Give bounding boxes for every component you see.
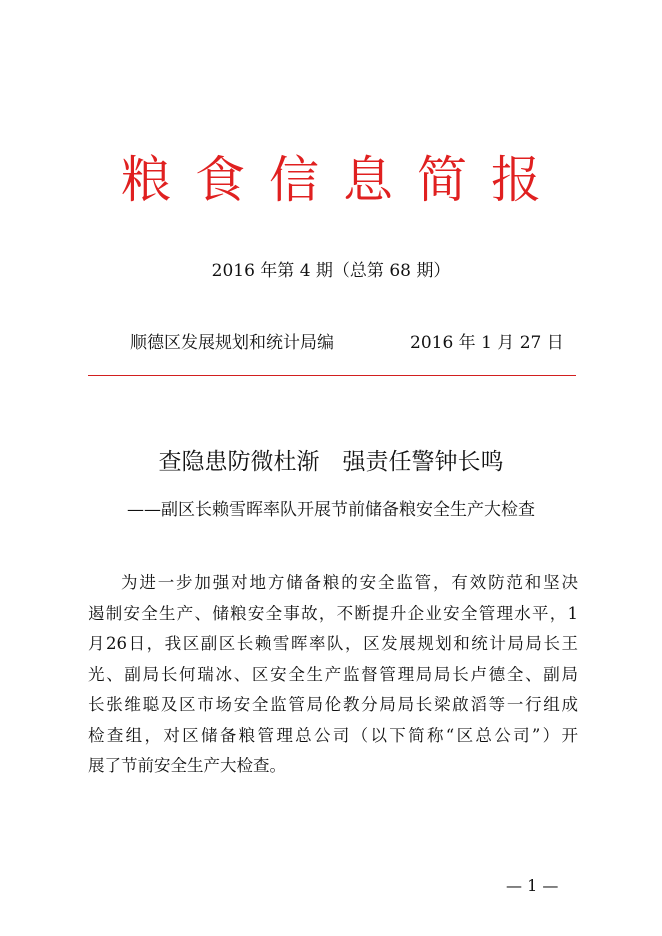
article-body — [88, 568, 578, 782]
masthead-title: 粮食信息简报 — [121, 151, 565, 209]
page-number: — 1 — — [506, 876, 559, 895]
publisher-name: 顺德区发展规划和统计局编 — [130, 333, 334, 353]
red-divider — [88, 375, 576, 376]
article-subheadline: ——副区长赖雪晖率队开展节前储备粮安全生产大检查 — [127, 500, 535, 520]
body-line: 检查组，对区储备粮管理总公司（以下简称“区总公司”）开 — [88, 725, 578, 745]
body-line: 为进一步加强对地方储备粮的安全监管，有效防范和坚决 — [121, 573, 578, 592]
publication-date: 2016 年 1 月 27 日 — [410, 333, 564, 353]
body-line: 月26日，我区副区长赖雪晖率队，区发展规划和统计局局长王 — [88, 634, 578, 653]
body-line: 遏制安全生产、储粮安全事故，不断提升企业安全管理水平，1 — [88, 603, 578, 623]
body-line: 光、副局长何瑞冰、区安全生产监督管理局局长卢德全、副局 — [88, 664, 578, 684]
body-line: 长张维聪及区市场安全监管局伦教分局局长梁啟滔等一行组成 — [88, 695, 578, 714]
body-line: 展了节前安全生产大检查。 — [88, 756, 286, 775]
issue-number: 2016 年第 4 期（总第 68 期） — [211, 261, 451, 281]
article-headline: 查隐患防微杜渐 强责任警钟长鸣 — [158, 449, 504, 475]
